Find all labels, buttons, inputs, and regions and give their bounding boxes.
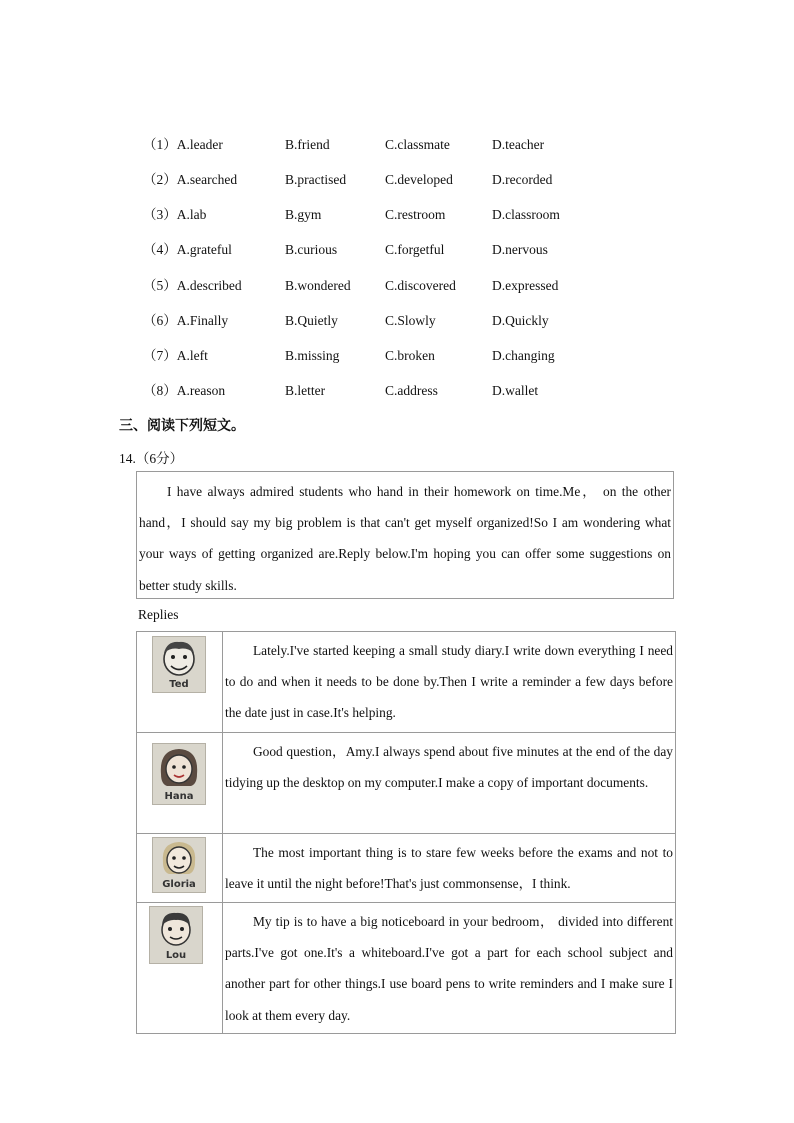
option-d: D.classroom (492, 207, 560, 222)
option-b: B.missing (285, 348, 340, 363)
option-a: （4）A.grateful (143, 242, 232, 257)
option-d: D.wallet (492, 383, 539, 398)
girl-face-icon (153, 838, 205, 880)
avatar (152, 743, 206, 805)
avatar-name: Hana (164, 791, 194, 802)
option-b: B.Quietly (285, 313, 338, 328)
avatar (149, 906, 203, 964)
boy-face-icon (150, 907, 202, 951)
table-row (137, 834, 676, 903)
question-number: 14.（6分） (119, 451, 184, 466)
avatar-cell (137, 733, 223, 834)
avatar-cell (137, 903, 223, 1034)
reply-text: Lately.I've started keeping a small study diary.I write down everything I need to do and when it needs to be done by.Then I write a reminder a few days before the date just in case.It's helping. (225, 643, 673, 721)
avatar (152, 636, 206, 693)
option-d: D.recorded (492, 172, 553, 187)
section-heading: 三、阅读下列短文。 (119, 418, 245, 434)
reply-cell (223, 834, 676, 903)
boy-face-icon (153, 637, 205, 679)
avatar-name: Ted (169, 679, 189, 690)
option-a: （7）A.left (143, 348, 208, 363)
option-d: D.changing (492, 348, 555, 363)
option-d: D.Quickly (492, 313, 549, 328)
passage-text: I have always admired students who hand in their homework on time.Me， on the other hand，I should say my big problem is that can't get myself organized!So I am wondering what your ways of getting organized are.Reply below.I'm hoping you can offer some suggestions on better study skills. (139, 484, 671, 593)
option-c: C.broken (385, 348, 435, 363)
replies-table (136, 631, 676, 1034)
option-c: C.address (385, 383, 438, 398)
option-a: （1）A.leader (143, 137, 223, 152)
option-c: C.Slowly (385, 313, 436, 328)
option-b: B.practised (285, 172, 347, 187)
table-row (137, 632, 676, 733)
reply-cell (223, 733, 676, 834)
option-a: （3）A.lab (143, 207, 207, 222)
replies-label: Replies (138, 607, 179, 622)
avatar (152, 837, 206, 893)
avatar-name: Lou (165, 950, 187, 961)
option-c: C.forgetful (385, 242, 445, 257)
option-a: （6）A.Finally (143, 313, 229, 328)
passage-box (136, 471, 674, 599)
avatar-cell (137, 632, 223, 733)
avatar-name: Gloria (162, 879, 196, 890)
avatar-cell (137, 834, 223, 903)
option-a: （5）A.described (143, 278, 242, 293)
option-b: B.gym (285, 207, 322, 222)
option-b: B.wondered (285, 278, 351, 293)
option-c: C.classmate (385, 137, 450, 152)
option-c: C.discovered (385, 278, 456, 293)
option-d: D.expressed (492, 278, 559, 293)
reply-text: The most important thing is to stare few weeks before the exams and not to leave it until the night before!That's just commonsense，I think. (225, 845, 673, 892)
table-row (137, 903, 676, 1034)
table-row (137, 733, 676, 834)
girl-face-icon (153, 744, 205, 790)
reply-text: Good question，Amy.I always spend about five minutes at the end of the day tidying up the desktop on my computer.I make a copy of important documents. (225, 744, 673, 791)
option-b: B.letter (285, 383, 326, 398)
option-c: C.restroom (385, 207, 446, 222)
option-a: （2）A.searched (143, 172, 238, 187)
option-c: C.developed (385, 172, 453, 187)
option-b: B.curious (285, 242, 338, 257)
option-b: B.friend (285, 137, 330, 152)
reply-cell (223, 632, 676, 733)
option-a: （8）A.reason (143, 383, 226, 398)
reply-cell (223, 903, 676, 1034)
option-d: D.teacher (492, 137, 545, 152)
option-d: D.nervous (492, 242, 548, 257)
reply-text: My tip is to have a big noticeboard in your bedroom， divided into different parts.I've got one.It's a whiteboard.I've got a part for each school subject and another part for other things.I use board pens to write reminders and I make sure I look at them every day. (225, 914, 673, 1023)
